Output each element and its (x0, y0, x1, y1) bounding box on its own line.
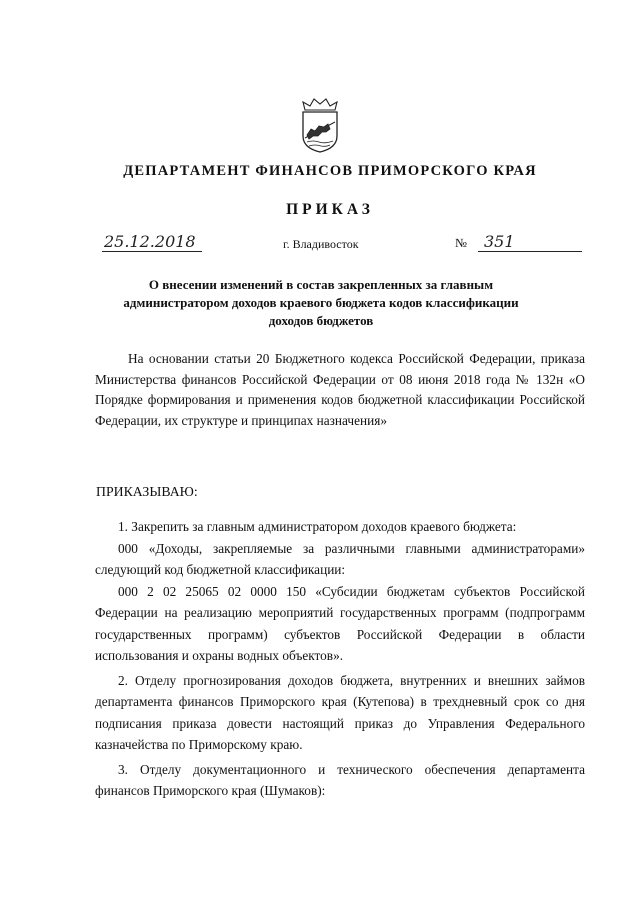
item-2-paragraph: 2. Отделу прогнозирования доходов бюджета, внутренних и внешних займов департамента финансов Приморского края (Кутепова) в трехдневный срок со дня подписания приказа довести настоящий приказ до Управления Федерального казначейства по Приморскому краю. (95, 672, 585, 752)
city-label: г. Владивосток (283, 237, 359, 251)
order-subject: О внесении изменений в состав закрепленных за главным администратором доходов краевого бюджета кодов классификации доходов бюджетов (123, 277, 519, 328)
order-title: ПРИКАЗ (286, 201, 374, 218)
order-items (95, 516, 585, 802)
legal-basis-paragraph: На основании статьи 20 Бюджетного кодекса Российской Федерации, приказа Министерства финансов Российской Федерации от 08 июня 2018 года № 132н «О Порядке формирования и применения кодов бюджетной классификации Российской Федерации, их структуре и принципах назначения» (95, 351, 585, 428)
item-1-code-paragraph: 000 2 02 25065 02 0000 150 «Субсидии бюджетам субъектов Российской Федерации на реализацию мероприятий государственных программ (подпрограмм государственных программ) субъектов Российской Федерации в области использования и охраны водных объектов». (95, 583, 585, 663)
order-number: 351 (478, 233, 582, 252)
department-heading: ДЕПАРТАМЕНТ ФИНАНСОВ ПРИМОРСКОГО КРАЯ (123, 163, 537, 179)
coat-of-arms-emblem (299, 96, 341, 154)
item-3-paragraph: 3. Отделу документационного и технического обеспечения департамента финансов Приморского края (Шумаков): (95, 761, 585, 798)
item-1-admin-paragraph: 000 «Доходы, закрепляемые за различными главными администраторами» следующий код бюджетной классификации: (95, 540, 585, 577)
order-word: ПРИКАЗЫВАЮ: (96, 484, 198, 499)
item-1-paragraph: 1. Закрепить за главным администратором доходов краевого бюджета: (118, 519, 517, 534)
number-sign: № (455, 236, 467, 250)
order-date: 25.12.2018 (102, 233, 202, 252)
